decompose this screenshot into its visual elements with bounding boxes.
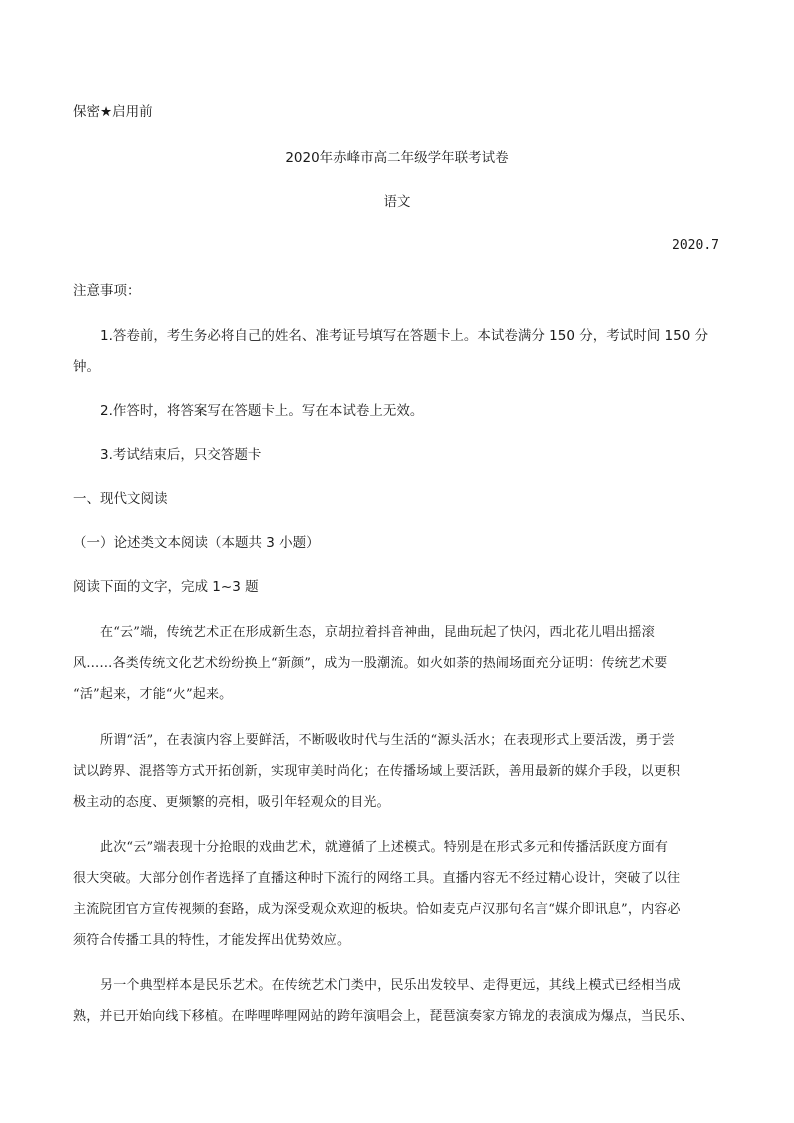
passage-p3-line: 很大突破。大部分创作者选择了直播这种时下流行的网络工具。直播内容无不经过精心设计，突破了以往: [73, 871, 681, 886]
passage-p1-line: 在“云”端，传统艺术正在形成新生态，京胡拉着抖音神曲，昆曲玩起了快闪，西北花儿唱出摇滚: [100, 625, 655, 640]
passage-p2-line: 试以跨界、混搭等方式开拓创新，实现审美时尚化；在传播场域上要活跃，善用最新的媒介手段，以更积: [73, 764, 681, 779]
notice-item-1: 1.答卷前，考生务必将自己的姓名、准考证号填写在答题卡上。本试卷满分 150 分，考试时间 150 分: [100, 328, 709, 344]
exam-date: 2020.7: [672, 238, 719, 253]
reading-instruction: 阅读下面的文字，完成 1~3 题: [73, 579, 259, 595]
passage-p3-line: 须符合传播工具的特性，才能发挥出优势效应。: [73, 933, 351, 948]
notice-item-1-cont: 钟。: [73, 359, 100, 375]
passage-p2-line: 所谓“活”，在表演内容上要鲜活，不断吸收时代与生活的“源头活水；在表现形式上要活泼，勇于尝: [100, 733, 675, 748]
section-sub-heading: （一）论述类文本阅读（本题共 3 小题）: [73, 535, 320, 551]
passage-p1-line: 风……各类传统文化艺术纷纷换上“新颜”，成为一股潮流。如火如荼的热闹场面充分证明：传统艺术要: [73, 656, 668, 671]
confidential-label: 保密★启用前: [73, 104, 153, 120]
passage-p3-line: 此次“云”端表现十分抢眼的戏曲艺术，就遵循了上述模式。特别是在形式多元和传播活跃度方面有: [100, 840, 669, 855]
exam-title: 2020年赤峰市高二年级学年联考试卷: [285, 150, 509, 166]
passage-p2-line: 极主动的态度、更频繁的亮相，吸引年轻观众的目光。: [73, 795, 390, 810]
section-heading: 一、现代文阅读: [73, 491, 168, 507]
notice-heading: 注意事项：: [73, 283, 141, 299]
passage-p4-line: 熟，并已开始向线下移植。在哔哩哔哩网站的跨年演唱会上，琵琶演奏家方锦龙的表演成为爆点，当民乐、: [73, 1009, 694, 1024]
notice-item-2: 2.作答时，将答案写在答题卡上。写在本试卷上无效。: [100, 403, 424, 419]
notice-item-3: 3.考试结束后，只交答题卡: [100, 447, 262, 463]
subject-title: 语文: [383, 194, 411, 210]
passage-p3-line: 主流院团官方宣传视频的套路，成为深受观众欢迎的板块。恰如麦克卢汉那句名言“媒介即讯息”，内容必: [73, 902, 681, 917]
passage-p4-line: 另一个典型样本是民乐艺术。在传统艺术门类中，民乐出发较早、走得更远，其线上模式已经相当成: [100, 978, 681, 993]
passage-p1-line: “活”起来，才能“火”起来。: [73, 687, 233, 702]
